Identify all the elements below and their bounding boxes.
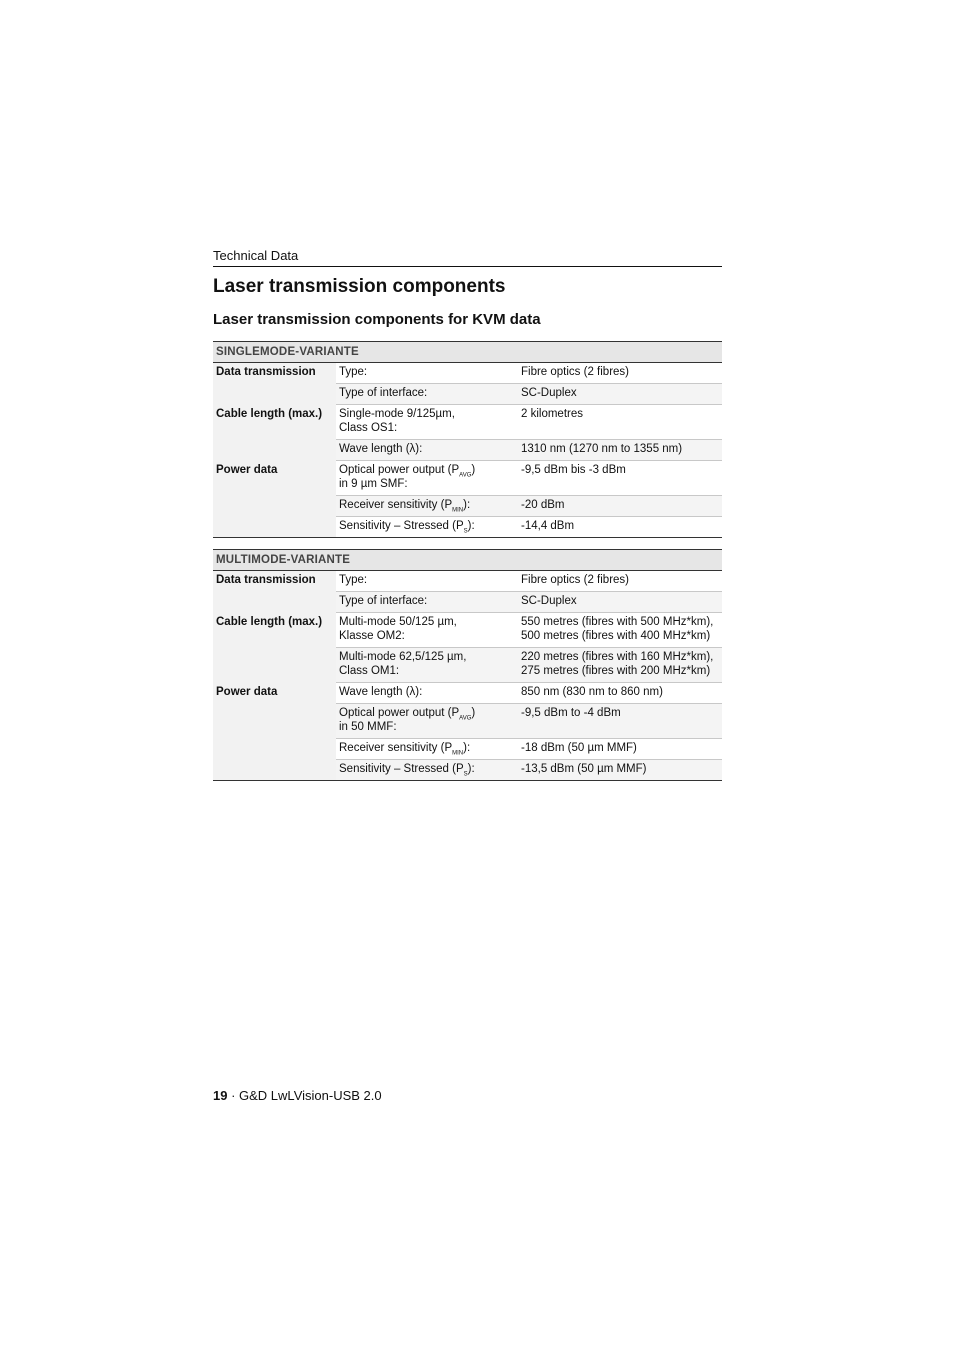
row-label-line2: in 9 µm SMF:	[339, 478, 408, 490]
table-row	[213, 363, 722, 384]
row-label: Type of interface:	[336, 592, 518, 613]
row-value-line2: 500 metres (fibres with 400 MHz*km)	[521, 630, 711, 642]
table-row	[213, 405, 722, 440]
row-value: SC-Duplex	[518, 384, 722, 405]
row-label-line1: Single-mode 9/125µm,	[339, 408, 455, 420]
row-value: -9,5 dBm to -4 dBm	[518, 704, 722, 739]
row-value: -13,5 dBm (50 µm MMF)	[518, 760, 722, 781]
row-value-line2: 275 metres (fibres with 200 MHz*km)	[521, 665, 711, 677]
row-label	[336, 760, 518, 781]
row-label	[336, 613, 518, 648]
category-label: Power data	[213, 683, 336, 781]
label-text: ):	[467, 763, 475, 775]
row-value-line1: 220 metres (fibres with 160 MHz*km),	[521, 651, 714, 663]
row-label	[336, 461, 518, 496]
label-subscript: AVG	[459, 472, 472, 479]
row-value: 1310 nm (1270 nm to 1355 nm)	[518, 440, 722, 461]
row-label-line2: in 50 MMF:	[339, 721, 397, 733]
multimode-table	[213, 549, 722, 781]
row-value: -20 dBm	[518, 496, 722, 517]
page-title: Laser transmission components	[213, 276, 506, 297]
page-subtitle: Laser transmission components for KVM data	[213, 311, 541, 328]
label-text: Sensitivity – Stressed (P	[339, 763, 464, 775]
category-label: Power data	[213, 461, 336, 538]
row-label-line1: Multi-mode 50/125 µm,	[339, 616, 457, 628]
label-text: Sensitivity – Stressed (P	[339, 520, 464, 532]
label-subscript: S	[463, 771, 468, 778]
category-label: Cable length (max.)	[213, 405, 336, 461]
row-label	[336, 517, 518, 538]
row-label-line2: Class OM1:	[339, 665, 400, 677]
row-value: Fibre optics (2 fibres)	[518, 363, 722, 384]
row-value: 850 nm (830 nm to 860 nm)	[518, 683, 722, 704]
label-text: )	[471, 464, 476, 476]
row-value: -9,5 dBm bis -3 dBm	[518, 461, 722, 496]
row-value-line1: 550 metres (fibres with 500 MHz*km),	[521, 616, 714, 628]
row-label	[336, 405, 518, 440]
header-rule	[213, 266, 722, 267]
row-label	[336, 648, 518, 683]
row-label	[336, 739, 518, 760]
row-label: Type:	[336, 571, 518, 592]
row-label: Type of interface:	[336, 384, 518, 405]
table-row	[213, 613, 722, 648]
row-value: 2 kilometres	[518, 405, 722, 440]
label-subscript: MIN	[452, 750, 464, 757]
row-label: Type:	[336, 363, 518, 384]
category-label: Data transmission	[213, 363, 336, 405]
table-row	[213, 571, 722, 592]
row-label-line2: Klasse OM2:	[339, 630, 405, 642]
label-text: ):	[463, 742, 471, 754]
page-number: 19	[213, 1088, 228, 1103]
table-row	[213, 461, 722, 496]
row-value: Fibre optics (2 fibres)	[518, 571, 722, 592]
label-subscript: MIN	[452, 507, 464, 514]
section-label: Technical Data	[213, 248, 299, 263]
table-row	[213, 683, 722, 704]
label-text: )	[471, 707, 476, 719]
row-label: Wave length (λ):	[336, 683, 518, 704]
label-text: Receiver sensitivity (P	[339, 742, 453, 754]
label-subscript: AVG	[459, 715, 472, 722]
variant-header: SINGLEMODE-VARIANTE	[213, 342, 722, 363]
row-label	[336, 496, 518, 517]
category-label: Data transmission	[213, 571, 336, 613]
page-footer	[213, 1088, 382, 1103]
row-label-line1: Multi-mode 62,5/125 µm,	[339, 651, 467, 663]
row-value	[518, 613, 722, 648]
row-value: -18 dBm (50 µm MMF)	[518, 739, 722, 760]
singlemode-table	[213, 341, 722, 538]
category-label: Cable length (max.)	[213, 613, 336, 683]
label-text: Receiver sensitivity (P	[339, 499, 453, 511]
label-text: ):	[463, 499, 471, 511]
row-value: SC-Duplex	[518, 592, 722, 613]
label-text: Optical power output (P	[339, 707, 460, 719]
row-label-line2: Class OS1:	[339, 422, 398, 434]
row-label: Wave length (λ):	[336, 440, 518, 461]
label-subscript: S	[463, 528, 468, 535]
variant-header: MULTIMODE-VARIANTE	[213, 550, 722, 571]
row-value	[518, 648, 722, 683]
label-text: ):	[467, 520, 475, 532]
label-text: Optical power output (P	[339, 464, 460, 476]
row-label	[336, 704, 518, 739]
row-value: -14,4 dBm	[518, 517, 722, 538]
document-name: · G&D LwLVision-USB 2.0	[227, 1088, 382, 1103]
